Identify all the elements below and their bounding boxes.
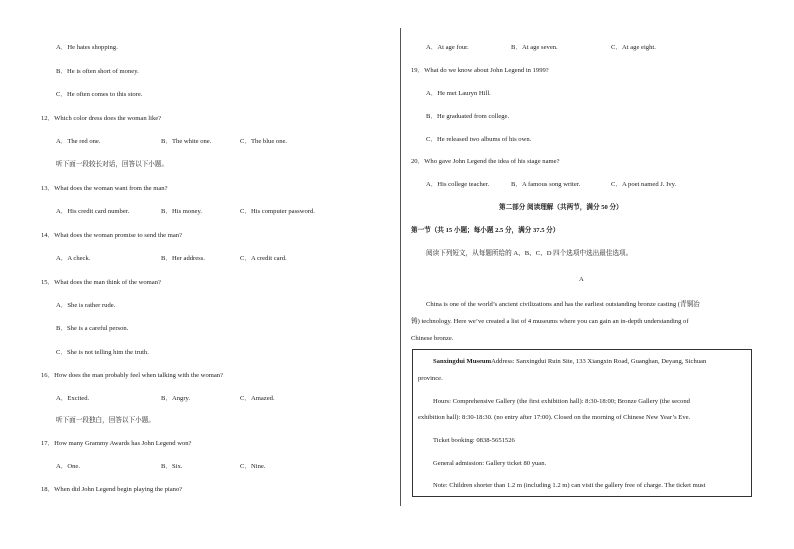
part-two-heading: 第二部分 阅读理解（共两节，满分 50 分）	[499, 204, 623, 211]
museum-admission: General admission: Gallery ticket 80 yuan.	[433, 460, 547, 467]
q11-option-c: C．He often comes to this store.	[56, 91, 143, 98]
q20-option-a: A．His college teacher.	[426, 181, 490, 188]
question-20: 20．Who gave John Legend the idea of his stage name?	[411, 158, 560, 165]
q12-option-c: C．The blue one.	[240, 138, 288, 145]
q11-option-b: B．He is often short of money.	[56, 68, 139, 75]
question-12: 12．Which color dress does the woman like?	[41, 115, 162, 122]
q19-option-b: B．He graduated from college.	[426, 113, 510, 120]
question-19: 19．What do we know about John Legend in 1999?	[411, 67, 549, 74]
passage-line-3: Chinese bronze.	[411, 335, 454, 342]
question-14: 14．What does the woman promise to send the man?	[41, 232, 182, 239]
q15-option-b: B．She is a careful person.	[56, 325, 129, 332]
museum-note: Note: Children shorter than 1.2 m (including 1.2 m) can visit the gallery free of charge. The ticket must	[433, 482, 706, 489]
q12-option-b: B．The white one.	[161, 138, 212, 145]
q11-option-a: A．He hates shopping.	[56, 44, 118, 51]
q18-option-b: B．At age seven.	[511, 44, 558, 51]
q13-option-a: A．His credit card number.	[56, 208, 130, 215]
question-18: 18．When did John Legend begin playing the piano?	[41, 486, 183, 493]
q19-option-c: C．He released two albums of his own.	[426, 136, 532, 143]
q20-option-b: B．A famous song writer.	[511, 181, 581, 188]
question-17: 17．How many Grammy Awards has John Legend won?	[41, 440, 192, 447]
q14-option-c: C．A credit card.	[240, 255, 287, 262]
q14-option-a: A．A check.	[56, 255, 91, 262]
q12-option-a: A．The red one.	[56, 138, 101, 145]
passage-letter: A	[579, 276, 584, 283]
museum-address-line-2: province.	[418, 375, 443, 382]
q17-option-b: B．Six.	[161, 463, 183, 470]
q13-option-c: C．His computer password.	[240, 208, 315, 215]
q15-option-a: A．She is rather rude.	[56, 302, 116, 309]
museum-hours-line-1: Hours: Comprehensive Gallery (the first exhibition hall): 8:30-18:00; Bronze Gallery (the second	[433, 398, 690, 405]
q17-option-c: C．Nine.	[240, 463, 266, 470]
question-15: 15．What does the man think of the woman?	[41, 279, 161, 286]
instruction-dialogue: 听下面一段较长对话，回答以下小题。	[56, 161, 169, 168]
q15-option-c: C．She is not telling him the truth.	[56, 349, 149, 356]
museum-name: Sanxingdui Museum	[433, 358, 492, 365]
museum-address-line-1	[433, 358, 706, 366]
museum-ticket-booking: Ticket booking: 0838-5651526	[433, 437, 515, 444]
q13-option-b: B．His money.	[161, 208, 202, 215]
q14-option-b: B．Her address.	[161, 255, 205, 262]
q17-option-a: A．One.	[56, 463, 80, 470]
museum-info-box	[412, 349, 752, 497]
section-one-heading: 第一节（共 15 小题；每小题 2.5 分，满分 37.5 分）	[411, 227, 560, 234]
question-16: 16．How does the man probably feel when talking with the woman?	[41, 372, 224, 379]
q16-option-c: C．Amazed.	[240, 395, 275, 402]
q20-option-c: C．A poet named J. Ivy.	[611, 181, 677, 188]
q16-option-a: A．Excited.	[56, 395, 90, 402]
q18-option-a: A．At age four.	[426, 44, 469, 51]
museum-address: Address: Sanxingdui Ruin Site, 133 Xiangxin Road, Guanghan, Deyang, Sichuan	[491, 358, 707, 365]
q19-option-a: A．He met Lauryn Hill.	[426, 90, 491, 97]
question-13: 13．What does the woman want from the man?	[41, 185, 168, 192]
q18-option-c: C．At age eight.	[611, 44, 656, 51]
museum-hours-line-2: exhibition hall): 8:30-18:30. (no entry after 17:00). Closed on the morning of Chinese New Year’s Eve.	[418, 414, 691, 421]
reading-instruction: 阅读下列短文，从每题所给的 A、B、C、D 四个选项中选出最佳选项。	[426, 250, 633, 257]
instruction-monologue: 听下面一段独白，回答以下小题。	[56, 417, 155, 424]
q16-option-b: B．Angry.	[161, 395, 191, 402]
column-divider	[400, 28, 401, 506]
passage-line-2: 铸) technology. Here we’ve created a list of 4 museums where you can gain an in-depth understanding of	[411, 318, 689, 325]
passage-line-1: China is one of the world’s ancient civilizations and has the earliest outstanding bronze casting (青铜冶	[426, 301, 700, 308]
